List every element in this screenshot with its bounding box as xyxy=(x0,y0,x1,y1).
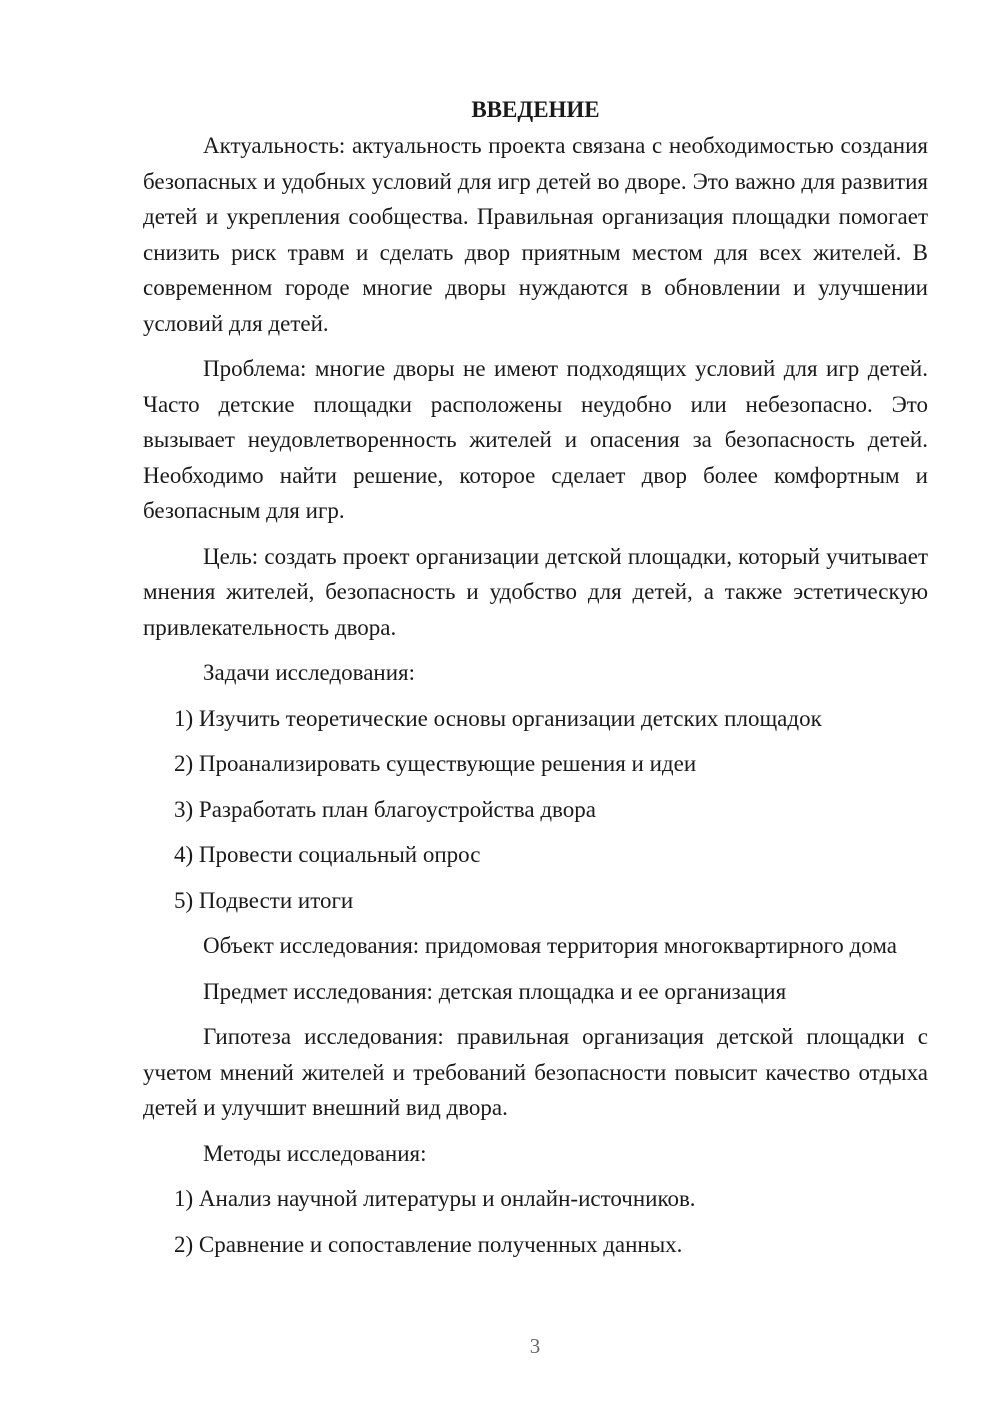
problem-paragraph: Проблема: многие дворы не имеют подходящих условий для игр детей. Часто детские площадки расположены неудобно или небезопасно. Это вызывает неудовлетворенность жителей и опасения за безопасность детей. Необходимо найти решение, которое сделает двор более комфортным и безопасным для игр. xyxy=(143,356,928,523)
task-item: 2) Проанализировать существующие решения и идеи xyxy=(174,751,697,776)
method-item: 1) Анализ научной литературы и онлайн-источников. xyxy=(174,1186,696,1211)
methods-heading: Методы исследования: xyxy=(203,1140,427,1166)
page-content xyxy=(143,92,928,1262)
task-item: 1) Изучить теоретические основы организации детских площадок xyxy=(174,705,822,731)
page-number: 3 xyxy=(529,1334,541,1358)
object-paragraph: Объект исследования: придомовая территория многоквартирного дома xyxy=(203,933,897,958)
section-title: ВВЕДЕНИЕ xyxy=(471,97,600,122)
task-item: 4) Провести социальный опрос xyxy=(174,842,481,867)
relevance-paragraph: Актуальность: актуальность проекта связана с необходимостью создания безопасных и удобных условий для игр детей во дворе. Это важно для развития детей и укрепления сообщества. Правильная организация площадки помогает снизить риск травм и сделать двор приятным местом для всех жителей. В современном городе многие дворы нуждаются в обновлении и улучшении условий для детей. xyxy=(143,133,928,336)
task-item: 5) Подвести итоги xyxy=(174,887,354,913)
task-item: 3) Разработать план благоустройства двора xyxy=(174,796,596,822)
goal-paragraph: Цель: создать проект организации детской площадки, который учитывает мнения жителей, безопасность и удобство для детей, а также эстетическую привлекательность двора. xyxy=(143,543,928,640)
method-item: 2) Сравнение и сопоставление полученных данных. xyxy=(174,1231,683,1257)
hypothesis-paragraph: Гипотеза исследования: правильная организация детской площадки с учетом мнений жителей и требований безопасности повысит качество отдыха детей и улучшит внешний вид двора. xyxy=(143,1024,928,1120)
tasks-heading: Задачи исследования: xyxy=(203,660,416,685)
subject-paragraph: Предмет исследования: детская площадка и ее организация xyxy=(203,978,787,1004)
